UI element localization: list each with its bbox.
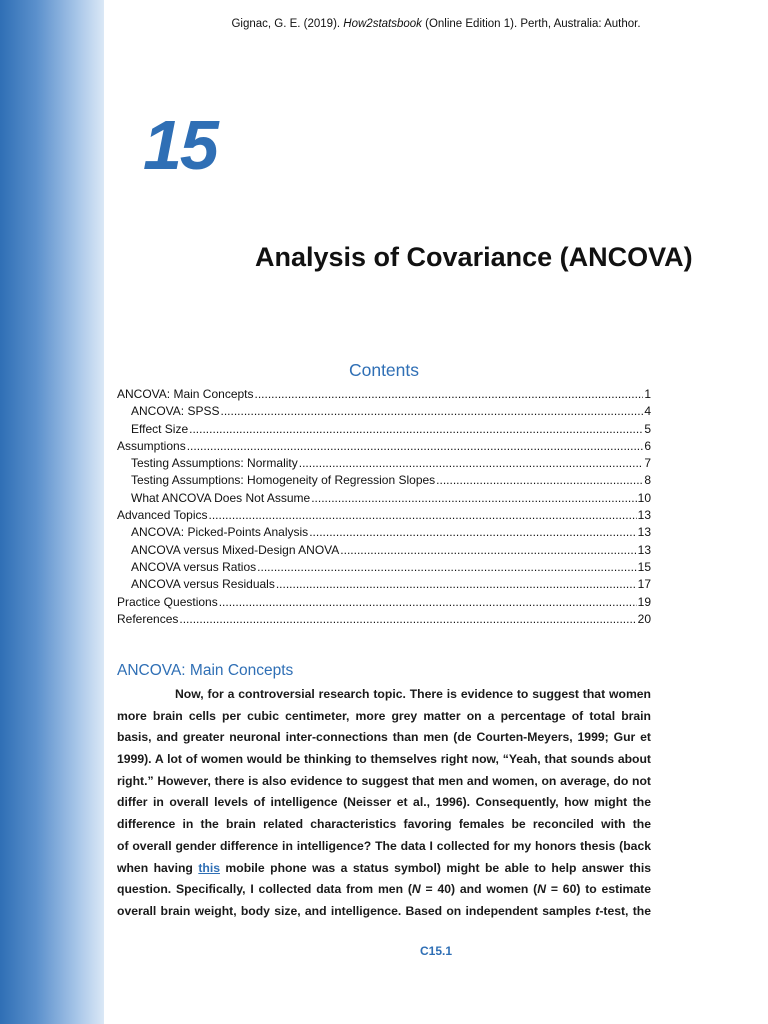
toc-dot-leader — [436, 472, 643, 489]
toc-entry[interactable] — [117, 576, 651, 593]
paragraph-line: right.” However, there is also evidence to suggest that men and women, on average, do not — [117, 773, 651, 788]
paragraph-line — [117, 901, 651, 923]
paragraph-line: more brain cells per cubic centimeter, more grey matter on a percentage of total brain — [117, 708, 651, 723]
toc-entry[interactable] — [117, 438, 651, 455]
toc-entry-page: 13 — [637, 525, 651, 540]
paragraph-line: basis, and greater neuronal inter-connections than men (de Courten-Meyers, 1999; Gur et — [117, 730, 651, 745]
toc-entry-page: 10 — [637, 490, 651, 505]
toc-dot-leader — [276, 576, 637, 593]
toc-entry-label: What ANCOVA Does Not Assume — [131, 490, 311, 505]
paragraph-line: of overall gender difference in intelligence? The data I collected for my honors thesis (back — [117, 838, 651, 853]
toc-entry-label: ANCOVA versus Mixed-Design ANOVA — [131, 542, 340, 557]
body-paragraph — [117, 684, 651, 923]
page-header-citation — [104, 18, 768, 30]
line-text: mobile phone was a status symbol) might be able to help answer this — [219, 860, 651, 875]
toc-entry-label: References — [117, 611, 179, 626]
toc-entry-page: 13 — [637, 508, 651, 523]
toc-entry-label: Practice Questions — [117, 594, 218, 609]
toc-entry[interactable] — [117, 507, 651, 524]
citation-text: Gignac, G. E. (2019). — [231, 18, 344, 30]
toc-entry-label: Testing Assumptions: Normality — [131, 456, 298, 471]
paragraph-line: 1999). A lot of women would be thinking to themselves right now, “Yeah, that sounds about — [117, 752, 651, 767]
phone-link[interactable]: this — [198, 860, 220, 875]
toc-entry[interactable] — [117, 455, 651, 472]
citation-text-rest: (Online Edition 1). Perth, Australia: Author. — [421, 18, 641, 30]
table-of-contents — [117, 386, 651, 628]
page-footer-number: C15.1 — [419, 944, 453, 958]
toc-entry-page: 5 — [644, 421, 651, 436]
toc-entry[interactable] — [117, 594, 651, 611]
italic-t: t — [595, 903, 600, 918]
toc-entry[interactable] — [117, 524, 651, 541]
toc-entry[interactable] — [117, 490, 651, 507]
toc-entry-label: Assumptions — [117, 438, 186, 453]
italic-n: N — [537, 882, 547, 897]
toc-entry-page: 19 — [637, 594, 651, 609]
toc-entry[interactable] — [117, 559, 651, 576]
toc-dot-leader — [309, 524, 636, 541]
toc-dot-leader — [299, 455, 644, 472]
line-text: = 40) and women ( — [420, 882, 538, 897]
toc-entry-page: 7 — [644, 456, 651, 471]
line-text: question. Specifically, I collected data from men ( — [117, 882, 412, 897]
toc-dot-leader — [255, 386, 644, 403]
line-text: -test, the — [599, 903, 651, 918]
paragraph-line: difference in the brain related characteristics favoring females be reconciled with the — [117, 817, 651, 832]
toc-entry-label: ANCOVA versus Residuals — [131, 577, 275, 592]
toc-entry-label: ANCOVA: Picked-Points Analysis — [131, 525, 309, 540]
toc-entry-label: ANCOVA: Main Concepts — [117, 387, 254, 401]
toc-entry-page: 17 — [637, 577, 651, 592]
toc-entry[interactable] — [117, 403, 651, 420]
paragraph-line: Now, for a controversial research topic. There is evidence to suggest that women — [175, 687, 651, 701]
toc-entry[interactable] — [117, 386, 651, 403]
toc-entry[interactable] — [117, 542, 651, 559]
toc-entry[interactable] — [117, 421, 651, 438]
toc-entry-page: 15 — [637, 559, 651, 574]
toc-dot-leader — [220, 403, 643, 420]
toc-entry-label: ANCOVA: SPSS — [131, 404, 220, 419]
citation-book-title: How2statsbook — [343, 18, 422, 30]
toc-entry[interactable] — [117, 472, 651, 489]
toc-entry-page: 13 — [637, 542, 651, 557]
chapter-title: Analysis of Covariance (ANCOVA) — [255, 242, 693, 272]
toc-entry-label: Testing Assumptions: Homogeneity of Regression Slopes — [131, 473, 436, 488]
toc-dot-leader — [209, 507, 637, 524]
chapter-number: 15 — [143, 106, 217, 184]
section-heading: ANCOVA: Main Concepts — [117, 662, 294, 679]
paragraph-line — [117, 858, 651, 880]
toc-dot-leader — [257, 559, 636, 576]
toc-dot-leader — [311, 490, 636, 507]
toc-dot-leader — [189, 421, 643, 438]
page-side-band — [0, 0, 104, 1024]
toc-entry-page: 6 — [644, 438, 651, 453]
paragraph-line: differ in overall levels of intelligence (Neisser et al., 1996). Consequently, how might the — [117, 795, 651, 810]
toc-entry-page: 4 — [644, 404, 651, 419]
italic-n: N — [411, 882, 421, 897]
toc-entry-page: 1 — [644, 387, 651, 401]
toc-entry-label: Advanced Topics — [117, 508, 208, 523]
toc-entry-page: 8 — [644, 473, 651, 488]
toc-dot-leader — [340, 542, 636, 559]
paragraph-line — [117, 879, 651, 901]
line-text: when having — [117, 860, 199, 875]
toc-entry[interactable] — [117, 611, 651, 628]
line-text: = 60) to estimate — [546, 882, 651, 897]
toc-entry-label: ANCOVA versus Ratios — [131, 559, 257, 574]
line-text: overall brain weight, body size, and intelligence. Based on independent samples — [117, 903, 596, 918]
toc-entry-label: Effect Size — [131, 421, 189, 436]
toc-entry-page: 20 — [637, 611, 651, 626]
toc-dot-leader — [187, 438, 644, 455]
toc-dot-leader — [219, 594, 637, 611]
toc-dot-leader — [179, 611, 636, 628]
toc-heading: Contents — [348, 360, 420, 380]
